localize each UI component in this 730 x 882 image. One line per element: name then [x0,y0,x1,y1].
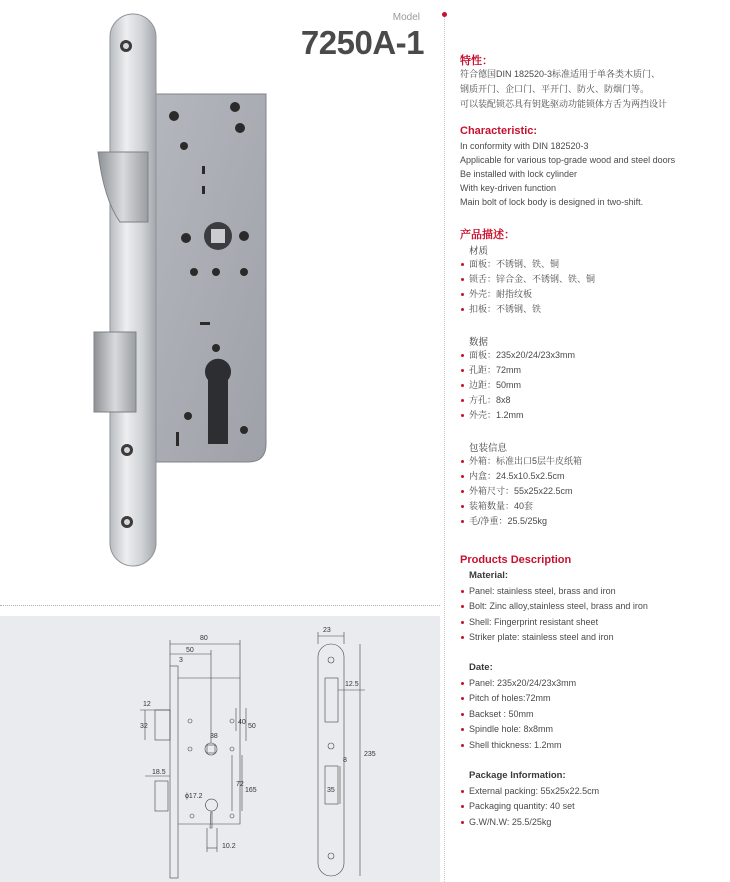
material-en-list [460,584,648,646]
list-item: 面板：235x20/24/23x3mm [460,348,575,363]
characteristic-line: Be installed with lock cylinder [460,169,578,179]
model-label: Model [392,12,420,23]
material-en-heading: Material: [469,570,509,581]
features-line: 钢质开门、企口门、平开门、防火、防烟门等。 [460,84,650,94]
mortise-lock-image [0,0,440,600]
dim-8: 8 [343,757,347,764]
technical-drawing [0,616,440,882]
features-line: 可以装配锁芯具有钥匙驱动功能锁体方舌为两挡设计 [460,99,668,109]
dim-35: 35 [327,787,335,794]
list-item: 方孔：8x8 [460,393,575,408]
dim-50-vertical: 50 [248,723,256,730]
data-cn-list [460,348,575,423]
characteristic-title: Characteristic: [460,125,538,137]
list-item: Backset : 50mm [460,707,576,722]
features-line: 符合德国DIN 182520-3标准适用于单各类木质门、 [460,69,661,79]
dimension-drawing [0,616,440,882]
dim-80: 80 [200,635,208,642]
dim-72: 72 [236,781,244,788]
list-item: G.W/N.W: 25.5/25kg [460,815,599,830]
list-item: 毛/净重：25.5/25kg [460,514,582,529]
dim-50: 50 [186,647,194,654]
list-item: Pitch of holes:72mm [460,691,576,706]
dim-23: 23 [323,627,331,634]
list-item: 边距：50mm [460,378,575,393]
list-item: Shell thickness: 1.2mm [460,738,576,753]
dim-12: 12 [143,701,151,708]
list-item: 锁舌：锌合金、不锈钢、铁、铜 [460,272,595,287]
characteristic-line: With key-driven function [460,183,557,193]
list-item: Panel: stainless steel, brass and iron [460,584,648,599]
products-description-title: Products Description [460,554,572,566]
characteristic-line: Applicable for various top-grade wood and steel doors [460,155,676,165]
list-item: Striker plate: stainless steel and iron [460,630,648,645]
characteristic-line: Main bolt of lock body is designed in two-shift. [460,197,644,207]
package-en-list [460,784,599,830]
list-item: 面板：不锈钢、铁、铜 [460,257,595,272]
package-en-heading: Package Information: [469,770,566,781]
divider-dot [442,12,447,17]
list-item: 孔距：72mm [460,363,575,378]
product-photo [0,0,440,600]
material-cn-heading: 材质 [469,246,489,257]
material-cn-list [460,257,595,317]
product-desc-cn-title: 产品描述： [460,229,515,241]
date-en-heading: Date: [469,662,493,673]
package-cn-heading: 包装信息 [469,443,508,454]
list-item: Spindle hole: 8x8mm [460,722,576,737]
dim-10-2: 10.2 [222,843,236,850]
list-item: 外箱：标准出口5层牛皮纸箱 [460,454,582,469]
list-item: Packaging quantity: 40 set [460,799,599,814]
list-item: Panel: 235x20/24/23x3mm [460,676,576,691]
dim-40: 40 [238,719,246,726]
characteristic-line: In conformity with DIN 182520-3 [460,141,589,151]
dim-12-5: 12.5 [345,681,359,688]
features-title: 特性： [460,55,493,67]
list-item: 装箱数量：40套 [460,499,582,514]
section-divider [0,605,440,606]
list-item: 外壳：1.2mm [460,408,575,423]
list-item: 扣板：不锈钢、铁 [460,302,595,317]
list-item: 外壳：耐指纹板 [460,287,595,302]
dim-235: 235 [364,751,376,758]
dim-165: 165 [245,787,257,794]
list-item: 外箱尺寸：55x25x22.5cm [460,484,582,499]
column-divider [444,14,445,882]
list-item: 内盒：24.5x10.5x2.5cm [460,469,582,484]
list-item: External packing: 55x25x22.5cm [460,784,599,799]
data-cn-heading: 数据 [469,337,489,348]
model-number: 7250A-1 [300,24,424,61]
package-cn-list [460,454,582,529]
dim-38: 38 [210,733,218,740]
date-en-list [460,676,576,753]
dim-17-2: ϕ17.2 [185,793,203,800]
list-item: Shell: Fingerprint resistant sheet [460,615,648,630]
dim-18-5: 18.5 [152,769,166,776]
list-item: Bolt: Zinc alloy,stainless steel, brass and iron [460,599,648,614]
dim-3: 3 [179,657,183,664]
dim-32: 32 [140,723,148,730]
